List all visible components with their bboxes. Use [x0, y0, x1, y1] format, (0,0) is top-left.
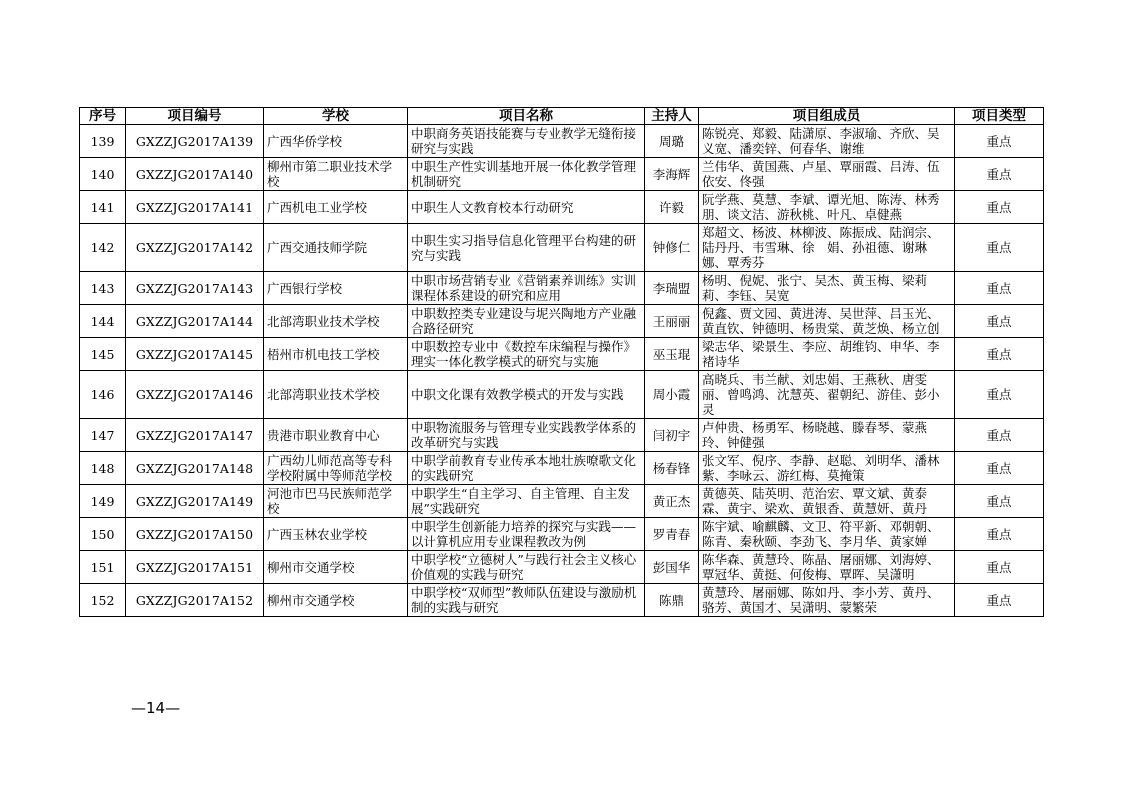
table-row — [80, 551, 1044, 584]
table-row — [80, 191, 1044, 224]
cell-seq: 145 — [80, 338, 126, 371]
cell-school: 梧州市机电技工学校 — [264, 338, 408, 371]
cell-seq: 140 — [80, 158, 126, 191]
cell-code: GXZZJG2017A149 — [126, 485, 264, 518]
table-row — [80, 485, 1044, 518]
cell-host: 李瑞盟 — [645, 272, 699, 305]
cell-project-name: 中职学生创新能力培养的探究与实践——以计算机应用专业课程教改为例 — [408, 518, 645, 551]
cell-seq: 152 — [80, 584, 126, 617]
cell-code: GXZZJG2017A151 — [126, 551, 264, 584]
cell-school: 广西华侨学校 — [264, 125, 408, 158]
cell-type: 重点 — [955, 584, 1044, 617]
cell-members: 卢仲贵、杨勇军、杨晓越、滕春琴、蒙燕玲、钟健强 — [699, 419, 955, 452]
cell-host: 杨春锋 — [645, 452, 699, 485]
cell-project-name: 中职生产性实训基地开展一体化教学管理机制研究 — [408, 158, 645, 191]
cell-project-name: 中职数控专业中《数控车床编程与操作》理实一体化教学模式的研究与实施 — [408, 338, 645, 371]
cell-code: GXZZJG2017A140 — [126, 158, 264, 191]
cell-code: GXZZJG2017A143 — [126, 272, 264, 305]
cell-seq: 146 — [80, 371, 126, 419]
cell-seq: 151 — [80, 551, 126, 584]
cell-host: 黄正杰 — [645, 485, 699, 518]
cell-host: 周璐 — [645, 125, 699, 158]
cell-school: 广西银行学校 — [264, 272, 408, 305]
cell-members: 陈锐亮、郑毅、陆潇原、李淑瑜、齐欣、吴义宽、潘奕锌、何春华、谢维 — [699, 125, 955, 158]
cell-type: 重点 — [955, 485, 1044, 518]
table-row — [80, 338, 1044, 371]
cell-members: 黄德英、陆英明、范治宏、覃文斌、黄泰霖、黄宇、梁欢、黄银香、黄慧妍、黄丹 — [699, 485, 955, 518]
cell-project-name: 中职物流服务与管理专业实践教学体系的改革研究与实践 — [408, 419, 645, 452]
table-body — [80, 125, 1044, 617]
cell-host: 钟修仁 — [645, 224, 699, 272]
page-number: —14— — [131, 699, 181, 717]
project-table — [79, 107, 1044, 617]
cell-seq: 143 — [80, 272, 126, 305]
cell-code: GXZZJG2017A141 — [126, 191, 264, 224]
cell-school: 北部湾职业技术学校 — [264, 371, 408, 419]
table-row — [80, 158, 1044, 191]
cell-members: 梁志华、梁景生、李应、胡维钧、申华、李褚诗华 — [699, 338, 955, 371]
cell-seq: 144 — [80, 305, 126, 338]
table-row — [80, 452, 1044, 485]
cell-host: 罗青春 — [645, 518, 699, 551]
cell-code: GXZZJG2017A148 — [126, 452, 264, 485]
table-header-row — [80, 108, 1044, 125]
cell-code: GXZZJG2017A142 — [126, 224, 264, 272]
cell-type: 重点 — [955, 419, 1044, 452]
header-school: 学校 — [264, 108, 408, 125]
cell-code: GXZZJG2017A146 — [126, 371, 264, 419]
table-row — [80, 518, 1044, 551]
cell-type: 重点 — [955, 125, 1044, 158]
header-members: 项目组成员 — [699, 108, 955, 125]
cell-type: 重点 — [955, 191, 1044, 224]
cell-project-name: 中职市场营销专业《营销素养训练》实训课程体系建设的研究和应用 — [408, 272, 645, 305]
table-row — [80, 419, 1044, 452]
cell-type: 重点 — [955, 305, 1044, 338]
cell-school: 柳州市交通学校 — [264, 551, 408, 584]
cell-members: 陈华森、黄慧玲、陈晶、屠丽娜、刘海婷、覃冠华、黄挺、何俊梅、覃晖、吴潇明 — [699, 551, 955, 584]
cell-school: 柳州市交通学校 — [264, 584, 408, 617]
cell-seq: 139 — [80, 125, 126, 158]
cell-host: 巫玉琨 — [645, 338, 699, 371]
cell-host: 许毅 — [645, 191, 699, 224]
cell-seq: 148 — [80, 452, 126, 485]
cell-code: GXZZJG2017A139 — [126, 125, 264, 158]
cell-host: 周小霞 — [645, 371, 699, 419]
table-row — [80, 272, 1044, 305]
cell-members: 张文军、倪序、李静、赵聪、刘明华、潘林紫、李咏云、游红梅、莫掩策 — [699, 452, 955, 485]
cell-members: 阮学燕、莫慧、李斌、谭光旭、陈涛、林秀朋、谈文洁、游秋桃、叶凡、卓健燕 — [699, 191, 955, 224]
cell-members: 郑超文、杨波、林柳波、陈振成、陆润宗、陆丹丹、韦雪琳、徐 娟、孙祖德、谢琳娜、覃秀芬 — [699, 224, 955, 272]
cell-members: 兰伟华、黄国燕、卢星、覃丽霞、吕涛、伍依安、佟强 — [699, 158, 955, 191]
cell-seq: 147 — [80, 419, 126, 452]
header-type: 项目类型 — [955, 108, 1044, 125]
cell-project-name: 中职学校“立德树人”与践行社会主义核心价值观的实践与研究 — [408, 551, 645, 584]
cell-type: 重点 — [955, 272, 1044, 305]
table-row — [80, 305, 1044, 338]
cell-seq: 149 — [80, 485, 126, 518]
cell-project-name: 中职文化课有效教学模式的开发与实践 — [408, 371, 645, 419]
cell-members: 陈宇斌、喻麒麟、文卫、符平新、邓朝朝、陈青、秦秋颐、李劲飞、李月华、黄家婵 — [699, 518, 955, 551]
cell-type: 重点 — [955, 224, 1044, 272]
cell-project-name: 中职数控类专业建设与坭兴陶地方产业融合路径研究 — [408, 305, 645, 338]
cell-host: 李海辉 — [645, 158, 699, 191]
cell-school: 广西交通技师学院 — [264, 224, 408, 272]
cell-project-name: 中职学生“自主学习、自主管理、自主发展”实践研究 — [408, 485, 645, 518]
table-row — [80, 584, 1044, 617]
cell-project-name: 中职学前教育专业传承本地壮族嘹歌文化的实践研究 — [408, 452, 645, 485]
cell-type: 重点 — [955, 551, 1044, 584]
cell-host: 彭国华 — [645, 551, 699, 584]
cell-type: 重点 — [955, 158, 1044, 191]
table-row — [80, 224, 1044, 272]
cell-host: 王丽丽 — [645, 305, 699, 338]
cell-type: 重点 — [955, 452, 1044, 485]
cell-code: GXZZJG2017A147 — [126, 419, 264, 452]
cell-members: 黄慧玲、屠丽娜、陈如丹、李小芳、黄丹、骆芳、黄国才、吴潇明、蒙繁荣 — [699, 584, 955, 617]
cell-project-name: 中职生人文教育校本行动研究 — [408, 191, 645, 224]
cell-seq: 141 — [80, 191, 126, 224]
cell-project-name: 中职生实习指导信息化管理平台构建的研究与实践 — [408, 224, 645, 272]
cell-project-name: 中职学校“双师型”教师队伍建设与激励机制的实践与研究 — [408, 584, 645, 617]
table-row — [80, 125, 1044, 158]
table-row — [80, 371, 1044, 419]
cell-seq: 150 — [80, 518, 126, 551]
cell-members: 倪鑫、贾文园、黄进涛、吴世萍、吕玉光、黄直钦、钟德明、杨贵棠、黄芝焕、杨立创 — [699, 305, 955, 338]
cell-school: 广西幼儿师范高等专科学校附属中等师范学校 — [264, 452, 408, 485]
cell-code: GXZZJG2017A152 — [126, 584, 264, 617]
cell-school: 贵港市职业教育中心 — [264, 419, 408, 452]
cell-code: GXZZJG2017A144 — [126, 305, 264, 338]
cell-host: 陈鼎 — [645, 584, 699, 617]
cell-code: GXZZJG2017A150 — [126, 518, 264, 551]
cell-school: 广西机电工业学校 — [264, 191, 408, 224]
cell-type: 重点 — [955, 338, 1044, 371]
cell-school: 广西玉林农业学校 — [264, 518, 408, 551]
cell-members: 高晓兵、韦兰献、刘忠娟、王燕秋、唐雯丽、曾鸣鸿、沈慧英、翟朝纪、游佳、彭小灵 — [699, 371, 955, 419]
header-seq: 序号 — [80, 108, 126, 125]
cell-project-name: 中职商务英语技能赛与专业教学无缝衔接研究与实践 — [408, 125, 645, 158]
cell-type: 重点 — [955, 371, 1044, 419]
cell-school: 柳州市第二职业技术学校 — [264, 158, 408, 191]
cell-type: 重点 — [955, 518, 1044, 551]
header-code: 项目编号 — [126, 108, 264, 125]
header-host: 主持人 — [645, 108, 699, 125]
cell-seq: 142 — [80, 224, 126, 272]
header-project-name: 项目名称 — [408, 108, 645, 125]
cell-host: 闫初宇 — [645, 419, 699, 452]
cell-code: GXZZJG2017A145 — [126, 338, 264, 371]
cell-school: 北部湾职业技术学校 — [264, 305, 408, 338]
cell-school: 河池市巴马民族师范学校 — [264, 485, 408, 518]
cell-members: 杨明、倪妮、张宁、吴杰、黄玉梅、梁莉莉、李钰、吴宽 — [699, 272, 955, 305]
